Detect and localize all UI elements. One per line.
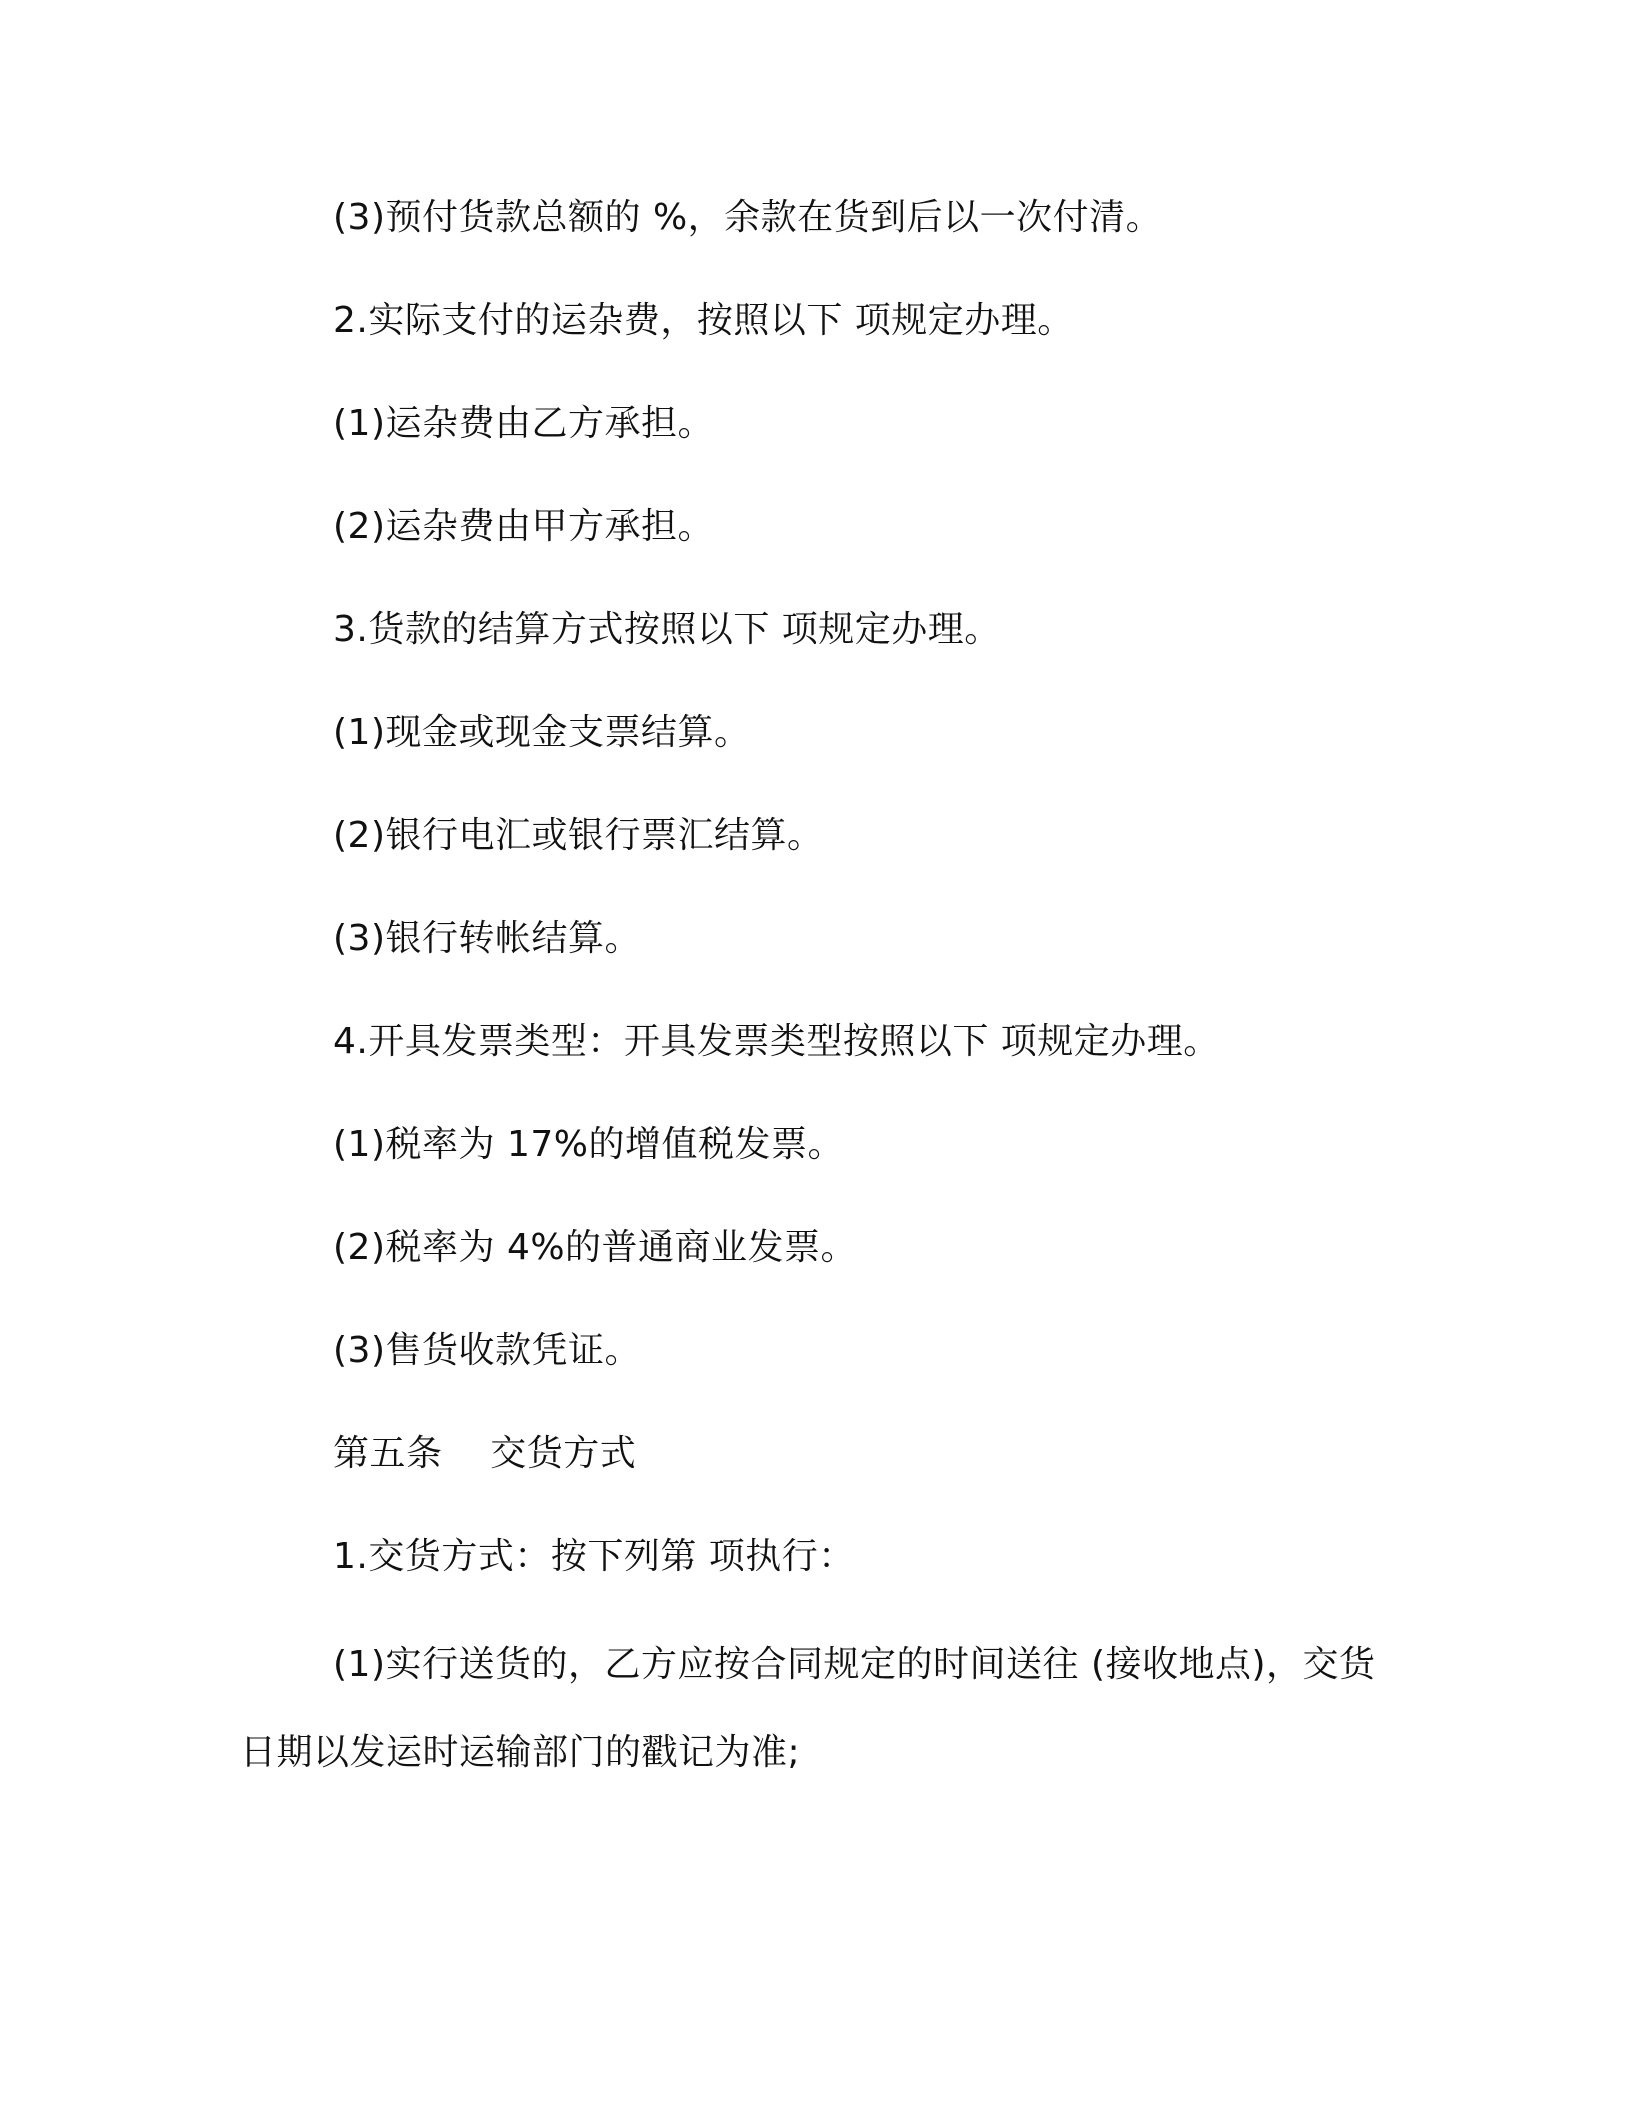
paragraph-transfer-settlement: (3)银行转帐结算。 [333, 918, 641, 959]
paragraph-freight-party-a: (2)运杂费由甲方承担。 [333, 506, 714, 547]
paragraph-delivery-item-1: (1)实行送货的，乙方应按合同规定的时间送往 (接收地点)，交货 [333, 1644, 1376, 1685]
paragraph-settlement-method: 3.货款的结算方式按照以下 项规定办理。 [333, 609, 1001, 650]
paragraph-vat-invoice: (1)税率为 17%的增值税发票。 [333, 1124, 844, 1165]
paragraph-wire-settlement: (2)银行电汇或银行票汇结算。 [333, 815, 824, 856]
section-heading-article-5: 第五条 交货方式 [333, 1433, 637, 1474]
paragraph-delivery-method: 1.交货方式：按下列第 项执行： [333, 1536, 855, 1577]
paragraph-freight-party-b: (1)运杂费由乙方承担。 [333, 403, 714, 444]
paragraph-invoice-type: 4.开具发票类型：开具发票类型按照以下 项规定办理。 [333, 1021, 1220, 1062]
paragraph-cash-settlement: (1)现金或现金支票结算。 [333, 712, 751, 753]
paragraph-delivery-item-1-cont: 日期以发运时运输部门的戳记为准; [240, 1732, 801, 1773]
paragraph-freight-rules: 2.实际支付的运杂费，按照以下 项规定办理。 [333, 300, 1074, 341]
paragraph-prepayment-balance: (3)预付货款总额的 %，余款在货到后以一次付清。 [333, 197, 1163, 238]
paragraph-commercial-invoice: (2)税率为 4%的普通商业发票。 [333, 1227, 858, 1268]
paragraph-receipt: (3)售货收款凭证。 [333, 1330, 641, 1371]
